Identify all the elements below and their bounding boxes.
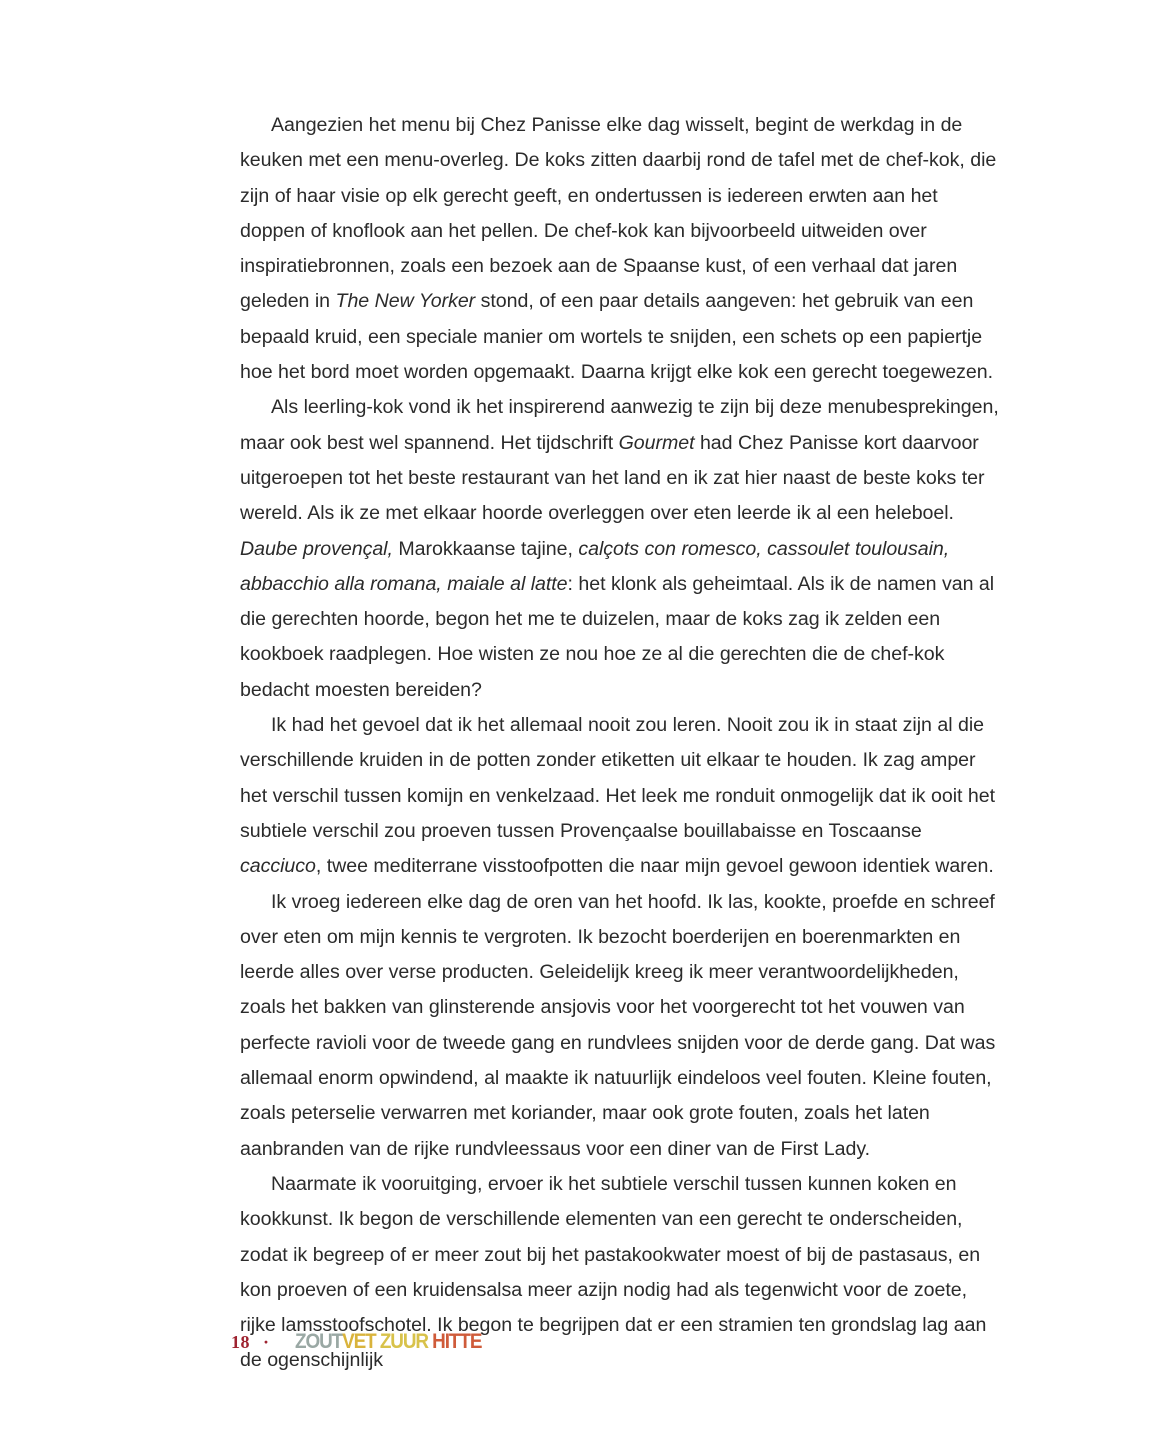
- text-run: Naarmate ik vooruitging, ervoer ik het subtiele verschil tussen kunnen koken en kookkunst. Ik begon de verschillende elementen van een gerecht te onderscheiden, zodat ik begreep of er meer zout bij het pastakookwater moest of bij de pastasaus, en kon proeven of een kruidensalsa meer azijn nodig had als tegenwicht voor de zoete, rijke lamsstoofschotel. Ik begon te begrijpen dat er een stramien ten grondslag lag aan de ogenschijnlijk: [240, 1172, 987, 1372]
- paragraph-2: [240, 390, 1002, 708]
- italic-run: Gourmet: [618, 431, 695, 454]
- italic-run: calçots con romesco, cassoulet toulousain, abbacchio alla romana, maiale al latte: [240, 537, 950, 595]
- text-run: Marokkaanse tajine,: [392, 537, 579, 560]
- text-run: Als leerling-kok vond ik het inspirerend aanwezig te zijn bij deze menubesprekingen, maar ook best wel spannend. Het tijdschrift: [240, 396, 999, 454]
- folio-separator: ·: [263, 1332, 270, 1352]
- book-title-word-zuur: ZUUR: [375, 1330, 429, 1353]
- running-book-title: [295, 1330, 481, 1354]
- book-title-word-zout: ZOUT: [295, 1330, 343, 1353]
- book-title-word-hitte: HITTE: [428, 1330, 482, 1353]
- text-run: stond, of een paar details aangeven: het gebruik van een bepaald kruid, een speciale manier om wortels te snijden, een schets op een papiertje hoe het bord moet worden opgemaakt. Daarna krijgt elke kok een gerecht toegewezen.: [240, 290, 994, 384]
- italic-run: Daube provençal,: [240, 537, 393, 560]
- book-title-word-vet: VET: [342, 1330, 376, 1353]
- text-run: Ik had het gevoel dat ik het allemaal nooit zou leren. Nooit zou ik in staat zijn al die verschillende kruiden in de potten zonder etiketten uit elkaar te houden. Ik zag amper het verschil tussen komijn en venkelzaad. Het leek me ronduit onmogelijk dat ik ooit het subtiele verschil zou proeven tussen Provençaalse bouillabaisse en Toscaanse: [240, 714, 996, 842]
- paragraph-1: [240, 108, 1002, 390]
- italic-run: cacciuco: [240, 855, 316, 878]
- page-footer: [231, 1330, 502, 1354]
- text-run: had Chez Panisse kort daarvoor uitgeroepen tot het beste restaurant van het land en ik zat hier naast de beste koks ter wereld. Als ik ze met elkaar hoorde overleggen over eten leerde ik al een heleboel.: [240, 431, 985, 525]
- page-number: 18: [231, 1332, 250, 1352]
- paragraph-3: [240, 708, 1002, 884]
- text-run: : het klonk als geheimtaal. Als ik de namen van al die gerechten hoorde, begon het me te duizelen, maar de koks zag ik zelden een kookboek raadplegen. Hoe wisten ze nou hoe ze al die gerechten die de chef-kok bedacht moesten bereiden?: [240, 572, 995, 701]
- paragraph-4: [240, 885, 1002, 1167]
- text-run: , twee mediterrane visstoofpotten die naar mijn gevoel gewoon identiek waren.: [315, 855, 994, 878]
- text-run: Aangezien het menu bij Chez Panisse elke dag wisselt, begint de werkdag in de keuken met een menu-overleg. De koks zitten daarbij rond de tafel met de chef-kok, die zijn of haar visie op elk gerecht geeft, en ondertussen is iedereen erwten aan het doppen of knoflook aan het pellen. De chef-kok kan bijvoorbeeld uitweiden over inspiratiebronnen, zoals een bezoek aan de Spaanse kust, of een verhaal dat jaren geleden in: [240, 114, 997, 313]
- body-text-column: [240, 108, 1002, 1379]
- text-run: Ik vroeg iedereen elke dag de oren van het hoofd. Ik las, kookte, proefde en schreef over eten om mijn kennis te vergroten. Ik bezocht boerderijen en boerenmarkten en leerde alles over verse producten. Geleidelijk kreeg ik meer verantwoordelijkheden, zoals het bakken van glinsterende ansjovis voor het voorgerecht tot het vouwen van perfecte ravioli voor de tweede gang en rundvlees snijden voor de derde gang. Dat was allemaal enorm opwindend, al maakte ik natuurlijk eindeloos veel fouten. Kleine fouten, zoals peterselie verwarren met koriander, maar ook grote fouten, zoals het laten aanbranden van de rijke rundvleessaus voor een diner van de First Lady.: [240, 890, 996, 1160]
- italic-run: The New Yorker: [335, 290, 476, 313]
